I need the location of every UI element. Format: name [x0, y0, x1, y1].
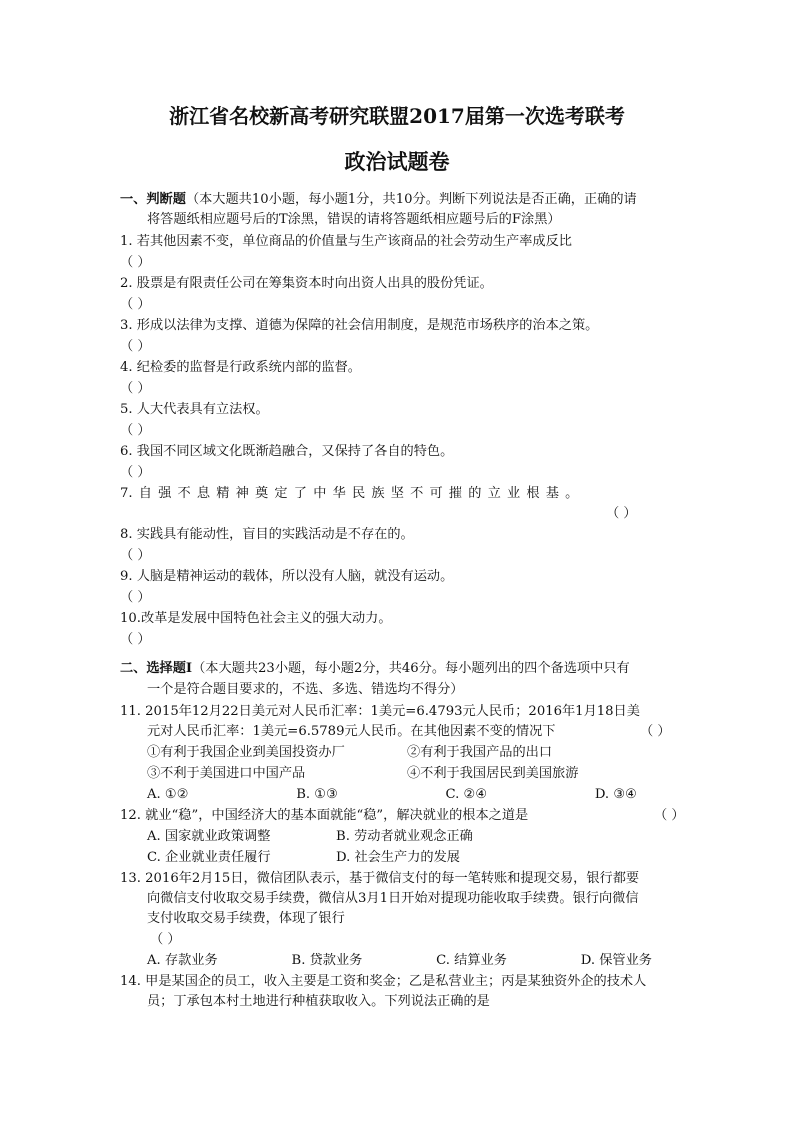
q13-option-d[interactable]: D. 保管业务	[580, 953, 652, 968]
section2-header	[120, 659, 630, 679]
q12-option-b[interactable]: B. 劳动者就业观念正确	[336, 829, 473, 844]
q2-blank[interactable]: （ ）	[120, 297, 151, 312]
q11-blank[interactable]: （ ）	[640, 724, 671, 739]
q4-blank[interactable]: （ ）	[120, 381, 151, 396]
q3-text: 3. 形成以法律为支撑、道德为保障的社会信用制度，是规范市场秩序的治本之策。	[120, 318, 599, 333]
q13-line3: 支付收取交易手续费，体现了银行	[147, 911, 345, 926]
q13-option-c[interactable]: C. 结算业务	[436, 953, 507, 968]
q11-statement-1: ①有利于我国企业到美国投资办厂	[147, 745, 345, 760]
section2-desc-cont: 一个是符合题目要求的，不选、多选、错选均不得分）	[147, 682, 464, 697]
q14-line2: 员；丁承包本村土地进行种植获取收入。下列说法正确的是	[147, 994, 490, 1009]
q12-blank[interactable]: （ ）	[654, 808, 685, 823]
q12-option-d[interactable]: D. 社会生产力的发展	[336, 850, 460, 865]
section1-desc-cont: 将答题纸相应题号后的T涂黑，错误的请将答题纸相应题号后的F涂黑）	[147, 212, 561, 227]
q14-line1: 14. 甲是某国企的员工，收入主要是工资和奖金；乙是私营业主；丙是某独资外企的技术人	[120, 974, 647, 989]
section1-heading: 一、判断题	[120, 192, 186, 207]
q10-blank[interactable]: （ ）	[120, 632, 151, 647]
section1-header	[120, 190, 637, 210]
q13-blank[interactable]: （ ）	[150, 932, 181, 947]
q1-blank[interactable]: （ ）	[120, 255, 151, 270]
q11-option-c[interactable]: C. ②④	[445, 787, 488, 802]
q8-blank[interactable]: （ ）	[120, 548, 151, 563]
q12-line1: 12. 就业“稳”，中国经济大的基本面就能“稳”，解决就业的根本之道是	[120, 808, 529, 823]
q9-blank[interactable]: （ ）	[120, 590, 151, 605]
q8-text: 8. 实践具有能动性，盲目的实践活动是不存在的。	[120, 527, 414, 542]
q11-statement-4: ④不利于我国居民到美国旅游	[407, 766, 579, 781]
q12-option-a[interactable]: A. 国家就业政策调整	[147, 829, 271, 844]
q11-line1: 11. 2015年12月22日美元对人民币汇率：1美元=6.4793元人民币；2016年1月18日美	[120, 704, 640, 719]
q7-text: 7. 自 强 不 息 精 神 奠 定 了 中 华 民 族 坚 不 可 摧 的 立 业 根 基 。	[120, 486, 579, 501]
q11-line2: 元对人民币汇率：1美元=6.5789元人民币。在其他因素不变的情况下	[147, 724, 556, 739]
section1-desc: （本大题共10小题，每小题1分，共10分。判断下列说法是否正确，正确的请	[185, 192, 637, 207]
q11-option-d[interactable]: D. ③④	[594, 787, 637, 802]
q11-statement-2: ②有利于我国产品的出口	[407, 745, 553, 760]
q2-text: 2. 股票是有限责任公司在筹集资本时向出资人出具的股份凭证。	[120, 276, 493, 291]
q13-line1: 13. 2016年2月15日，微信团队表示，基于微信支付的每一笔转账和提现交易，银行都要	[120, 871, 640, 886]
section2-desc: （本大题共23小题，每小题2分，共46分。每小题列出的四个备选项中只有	[192, 661, 630, 676]
q5-blank[interactable]: （ ）	[120, 423, 151, 438]
q13-options	[147, 951, 652, 971]
q1-text: 1. 若其他因素不变，单位商品的价值量与生产该商品的社会劳动生产率成反比	[120, 234, 572, 249]
q6-text: 6. 我国不同区域文化既渐趋融合，又保持了各自的特色。	[120, 444, 454, 459]
page-subtitle: 政治试题卷	[344, 149, 450, 174]
q10-text: 10.改革是发展中国特色社会主义的强大动力。	[120, 611, 392, 626]
page-title: 浙江省名校新高考研究联盟2017届第一次选考联考	[169, 104, 625, 128]
q11-options	[147, 785, 637, 805]
q13-option-b[interactable]: B. 贷款业务	[291, 953, 363, 968]
q12-option-c[interactable]: C. 企业就业责任履行	[147, 850, 271, 865]
q11-option-b[interactable]: B. ①③	[296, 787, 338, 802]
q11-statement-3: ③不利于美国进口中国产品	[147, 766, 306, 781]
q6-blank[interactable]: （ ）	[120, 465, 151, 480]
q4-text: 4. 纪检委的监督是行政系统内部的监督。	[120, 360, 361, 375]
q13-option-a[interactable]: A. 存款业务	[147, 953, 218, 968]
q7-blank[interactable]: （ ）	[606, 506, 637, 521]
section2-heading: 二、选择题Ⅰ	[120, 661, 193, 676]
q5-text: 5. 人大代表具有立法权。	[120, 402, 269, 417]
q3-blank[interactable]: （ ）	[120, 339, 151, 354]
q11-option-a[interactable]: A. ①②	[147, 787, 189, 802]
q9-text: 9. 人脑是精神运动的载体，所以没有人脑，就没有运动。	[120, 569, 454, 584]
q13-line2: 向微信支付收取交易手续费，微信从3月1日开始对提现功能收取手续费。银行向微信	[147, 891, 639, 906]
